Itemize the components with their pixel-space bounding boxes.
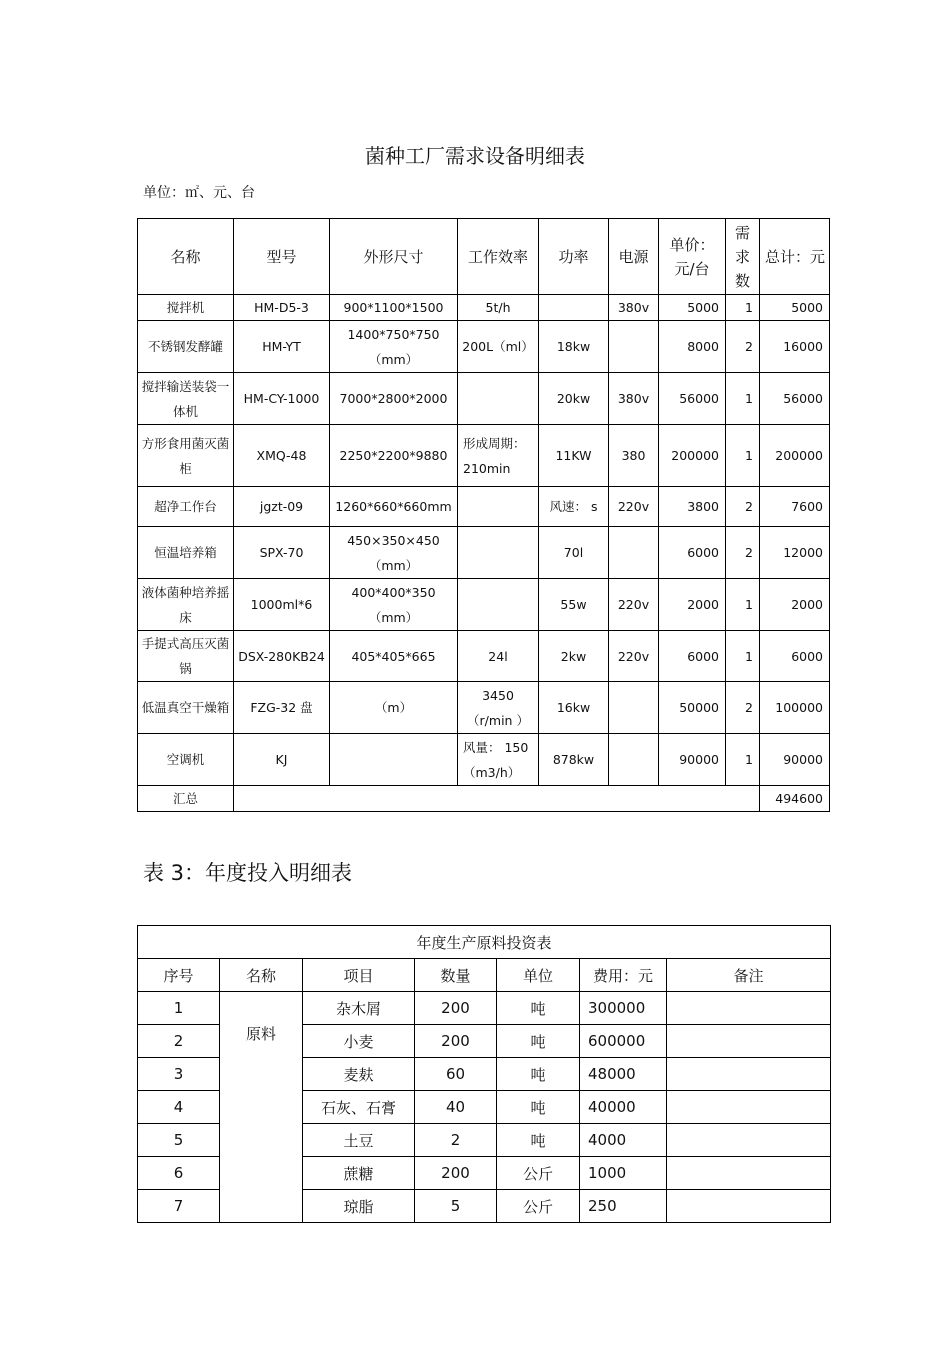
equipment-cell: 220v	[609, 487, 659, 527]
material-index: 3	[138, 1058, 220, 1091]
material-cell: 250	[580, 1190, 667, 1223]
equipment-row	[138, 487, 830, 527]
equipment-cell: 100000	[760, 682, 830, 734]
equipment-cell: 200L（ml）	[458, 321, 539, 373]
equipment-cell: FZG-32 盘	[234, 682, 330, 734]
equipment-cell: 1	[726, 579, 760, 631]
equipment-row	[138, 527, 830, 579]
equipment-row	[138, 321, 830, 373]
equipment-row	[138, 734, 830, 786]
equipment-cell: HM-YT	[234, 321, 330, 373]
equipment-cell: 6000	[659, 527, 726, 579]
material-cell	[667, 1157, 831, 1190]
total-value: 494600	[760, 786, 830, 812]
material-header-cell: 备注	[667, 959, 831, 992]
material-cell: 公斤	[497, 1190, 580, 1223]
equipment-cell: 900*1100*1500	[330, 295, 458, 321]
material-cell: 麦麸	[303, 1058, 415, 1091]
equipment-cell	[539, 295, 609, 321]
equipment-row	[138, 682, 830, 734]
equipment-cell: 56000	[760, 373, 830, 425]
material-category: 原料	[220, 992, 303, 1223]
equipment-header-cell: 总计：元	[760, 219, 830, 295]
material-index: 2	[138, 1025, 220, 1058]
material-cell	[667, 1091, 831, 1124]
equipment-cell: 2000	[760, 579, 830, 631]
equipment-cell	[458, 487, 539, 527]
equipment-cell: 液体菌种培养摇床	[138, 579, 234, 631]
material-cell: 石灰、石膏	[303, 1091, 415, 1124]
equipment-cell: XMQ-48	[234, 425, 330, 487]
equipment-cell: 20kw	[539, 373, 609, 425]
equipment-row	[138, 579, 830, 631]
equipment-row	[138, 425, 830, 487]
equipment-cell	[609, 734, 659, 786]
equipment-cell: 2	[726, 527, 760, 579]
equipment-cell: 878kw	[539, 734, 609, 786]
equipment-table	[137, 218, 830, 812]
material-caption: 年度生产原料投资表	[138, 926, 831, 959]
equipment-cell: 6000	[659, 631, 726, 682]
equipment-cell: 3800	[659, 487, 726, 527]
equipment-cell: 1400*750*750（mm）	[330, 321, 458, 373]
material-cell: 4000	[580, 1124, 667, 1157]
equipment-cell: 450×350×450（mm）	[330, 527, 458, 579]
equipment-header-cell: 需求数	[726, 219, 760, 295]
equipment-cell	[458, 527, 539, 579]
material-cell	[667, 1058, 831, 1091]
equipment-cell: 1000ml*6	[234, 579, 330, 631]
material-index: 1	[138, 992, 220, 1025]
material-header-cell: 序号	[138, 959, 220, 992]
equipment-header-cell: 工作效率	[458, 219, 539, 295]
equipment-row	[138, 373, 830, 425]
equipment-cell: 1	[726, 295, 760, 321]
equipment-cell: 方形食用菌灭菌柜	[138, 425, 234, 487]
equipment-cell: 12000	[760, 527, 830, 579]
equipment-cell: 380v	[609, 373, 659, 425]
material-cell: 土豆	[303, 1124, 415, 1157]
equipment-cell: 70l	[539, 527, 609, 579]
equipment-cell: 6000	[760, 631, 830, 682]
equipment-cell: 空调机	[138, 734, 234, 786]
equipment-cell: jgzt-09	[234, 487, 330, 527]
equipment-cell: HM-CY-1000	[234, 373, 330, 425]
material-header-cell: 单位	[497, 959, 580, 992]
equipment-cell: 5000	[659, 295, 726, 321]
equipment-cell: 1260*660*660mm	[330, 487, 458, 527]
material-cell: 吨	[497, 992, 580, 1025]
document-title: 菌种工厂需求设备明细表	[365, 144, 585, 168]
equipment-header-cell: 外形尺寸	[330, 219, 458, 295]
material-cell: 1000	[580, 1157, 667, 1190]
material-header-row	[138, 959, 831, 992]
equipment-cell: 形成周期：210min	[458, 425, 539, 487]
equipment-cell: 5000	[760, 295, 830, 321]
total-label: 汇总	[138, 786, 234, 812]
equipment-cell: 2250*2200*9880	[330, 425, 458, 487]
equipment-cell: 16000	[760, 321, 830, 373]
material-cell: 琼脂	[303, 1190, 415, 1223]
equipment-row	[138, 631, 830, 682]
material-cell: 600000	[580, 1025, 667, 1058]
equipment-cell: DSX-280KB24	[234, 631, 330, 682]
material-cell: 吨	[497, 1091, 580, 1124]
equipment-total-row	[138, 786, 830, 812]
equipment-cell: 200000	[659, 425, 726, 487]
material-cell: 吨	[497, 1124, 580, 1157]
material-cell: 60	[415, 1058, 497, 1091]
material-header-cell: 名称	[220, 959, 303, 992]
equipment-cell	[458, 373, 539, 425]
equipment-cell: 2kw	[539, 631, 609, 682]
equipment-cell: 55w	[539, 579, 609, 631]
equipment-cell: 8000	[659, 321, 726, 373]
material-cell: 40	[415, 1091, 497, 1124]
equipment-cell: 2	[726, 321, 760, 373]
section-title: 表 3：年度投入明细表	[143, 861, 353, 885]
equipment-cell: 24l	[458, 631, 539, 682]
equipment-cell: 1	[726, 734, 760, 786]
material-cell	[667, 1124, 831, 1157]
equipment-cell: （m）	[330, 682, 458, 734]
equipment-cell: 3450（r/min ）	[458, 682, 539, 734]
equipment-cell: 90000	[760, 734, 830, 786]
material-cell: 公斤	[497, 1157, 580, 1190]
equipment-cell: 手提式高压灭菌锅	[138, 631, 234, 682]
material-cell: 200	[415, 1157, 497, 1190]
equipment-cell: 400*400*350（mm）	[330, 579, 458, 631]
equipment-cell	[458, 579, 539, 631]
equipment-cell: 18kw	[539, 321, 609, 373]
equipment-cell: 405*405*665	[330, 631, 458, 682]
material-header-cell: 数量	[415, 959, 497, 992]
equipment-cell: 2	[726, 682, 760, 734]
equipment-cell: 1	[726, 373, 760, 425]
equipment-cell: 恒温培养箱	[138, 527, 234, 579]
equipment-cell: HM-D5-3	[234, 295, 330, 321]
material-cell	[667, 1025, 831, 1058]
equipment-cell	[609, 527, 659, 579]
material-cell: 2	[415, 1124, 497, 1157]
material-cell: 杂木屑	[303, 992, 415, 1025]
material-caption-row	[138, 926, 831, 959]
equipment-cell: 风量： 150（m3/h）	[458, 734, 539, 786]
equipment-cell: 90000	[659, 734, 726, 786]
material-cell: 吨	[497, 1025, 580, 1058]
equipment-cell: 200000	[760, 425, 830, 487]
equipment-cell: 220v	[609, 631, 659, 682]
equipment-cell	[609, 682, 659, 734]
total-blank	[234, 786, 760, 812]
equipment-cell: 7000*2800*2000	[330, 373, 458, 425]
material-cell: 200	[415, 992, 497, 1025]
equipment-row	[138, 295, 830, 321]
material-cell: 40000	[580, 1091, 667, 1124]
unit-note: 单位：㎡、元、台	[143, 185, 255, 201]
equipment-cell: 7600	[760, 487, 830, 527]
material-cell: 300000	[580, 992, 667, 1025]
material-cell	[667, 1190, 831, 1223]
equipment-cell: 16kw	[539, 682, 609, 734]
equipment-cell: 搅拌输送装袋一体机	[138, 373, 234, 425]
material-cell: 200	[415, 1025, 497, 1058]
equipment-cell: 220v	[609, 579, 659, 631]
equipment-cell: 380	[609, 425, 659, 487]
material-cell: 吨	[497, 1058, 580, 1091]
material-cell	[667, 992, 831, 1025]
equipment-header-row	[138, 219, 830, 295]
equipment-cell: 380v	[609, 295, 659, 321]
equipment-header-cell: 单价：元/台	[659, 219, 726, 295]
equipment-cell: 11KW	[539, 425, 609, 487]
equipment-cell: 50000	[659, 682, 726, 734]
material-header-cell: 项目	[303, 959, 415, 992]
material-index: 4	[138, 1091, 220, 1124]
equipment-cell: 2	[726, 487, 760, 527]
material-index: 5	[138, 1124, 220, 1157]
equipment-cell: 搅拌机	[138, 295, 234, 321]
material-table	[137, 925, 831, 1223]
equipment-cell: 56000	[659, 373, 726, 425]
material-index: 6	[138, 1157, 220, 1190]
equipment-cell: 1	[726, 425, 760, 487]
material-index: 7	[138, 1190, 220, 1223]
material-header-cell: 费用：元	[580, 959, 667, 992]
equipment-cell: SPX-70	[234, 527, 330, 579]
equipment-cell: 1	[726, 631, 760, 682]
equipment-cell: 2000	[659, 579, 726, 631]
equipment-cell: 风速： s	[539, 487, 609, 527]
material-cell: 48000	[580, 1058, 667, 1091]
equipment-cell: 低温真空干燥箱	[138, 682, 234, 734]
equipment-cell: KJ	[234, 734, 330, 786]
equipment-header-cell: 功率	[539, 219, 609, 295]
equipment-header-cell: 名称	[138, 219, 234, 295]
equipment-header-cell: 电源	[609, 219, 659, 295]
equipment-cell: 超净工作台	[138, 487, 234, 527]
material-cell: 蔗糖	[303, 1157, 415, 1190]
material-cell: 5	[415, 1190, 497, 1223]
equipment-header-cell: 型号	[234, 219, 330, 295]
equipment-cell: 不锈钢发酵罐	[138, 321, 234, 373]
material-row	[138, 992, 831, 1025]
equipment-cell	[609, 321, 659, 373]
equipment-cell	[330, 734, 458, 786]
equipment-cell: 5t/h	[458, 295, 539, 321]
material-cell: 小麦	[303, 1025, 415, 1058]
